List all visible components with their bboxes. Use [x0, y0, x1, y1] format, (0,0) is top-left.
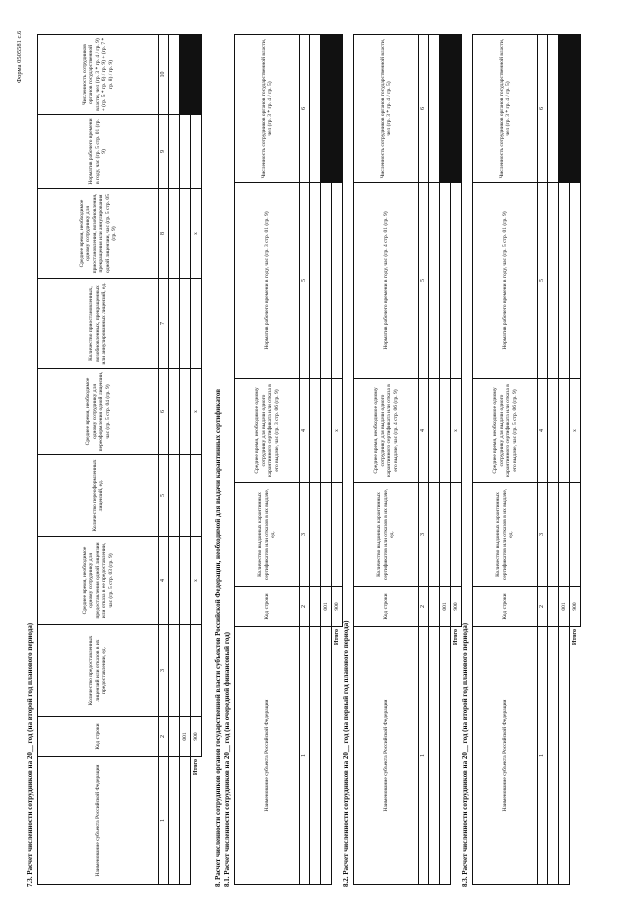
- table-cell[interactable]: [440, 379, 451, 483]
- column-number: 3: [419, 483, 429, 587]
- shaded-cell: [332, 35, 343, 183]
- table-cell[interactable]: [180, 625, 191, 717]
- table-cell[interactable]: [429, 587, 440, 627]
- total-label: Итого: [191, 757, 202, 885]
- table-7-3-header-row: [38, 35, 159, 885]
- table-cell[interactable]: [169, 35, 180, 115]
- header-cell: Количество выданных карантинных сертификатов или отказов в их выдаче, ед.: [235, 483, 300, 587]
- table-cell[interactable]: [169, 757, 180, 885]
- header-cell: Количество выданных карантинных сертификатов или отказов в их выдаче, ед.: [354, 483, 419, 587]
- header-cell: Норматив рабочего времени в году, час (гр. 5 стр. 01 (гр. 9): [38, 115, 159, 189]
- table-8-3-number-row: [538, 35, 548, 885]
- column-number: 3: [300, 483, 310, 587]
- column-number: 4: [538, 379, 548, 483]
- table-cell[interactable]: [310, 587, 321, 627]
- header-cell: Количество приостановленных, возобновленных, прекращенных или аннулированных лицензий, ед.: [38, 279, 159, 369]
- table-cell[interactable]: [440, 483, 451, 587]
- section-7-3-title: 7.3. Расчет численности сотрудников на 20__ год (на второй год планового периода): [26, 622, 34, 887]
- header-cell: Численность сотрудников органов государственной власти, чел (гр. 3 * гр. 4 / гр. 5): [354, 35, 419, 183]
- shaded-cell: [451, 35, 462, 183]
- total-label: Итого: [570, 627, 581, 885]
- table-cell[interactable]: [440, 627, 451, 885]
- column-number: 3: [159, 625, 169, 717]
- table-cell[interactable]: [169, 717, 180, 757]
- table-cell[interactable]: [429, 35, 440, 183]
- table-cell[interactable]: [169, 279, 180, 369]
- table-8-1-header-row: [235, 35, 300, 885]
- table-cell[interactable]: [548, 35, 559, 183]
- shaded-cell: [440, 35, 451, 183]
- column-number: 2: [419, 587, 429, 627]
- table-cell[interactable]: [180, 537, 191, 625]
- column-number: 4: [159, 537, 169, 625]
- row-code: 900: [451, 587, 462, 627]
- table-8-2: [353, 34, 462, 885]
- table-cell[interactable]: [548, 379, 559, 483]
- row-code: 900: [570, 587, 581, 627]
- header-cell: Количество переоформленных лицензий, ед.: [38, 455, 159, 537]
- header-cell: Численность сотрудников органов государственной власти, чел (гр. 3 * гр. 4 / гр. 5): [235, 35, 300, 183]
- na-mark: x: [191, 189, 202, 279]
- na-mark: x: [191, 537, 202, 625]
- column-number: 5: [300, 183, 310, 379]
- column-number: 8: [159, 189, 169, 279]
- table-row: [180, 35, 191, 885]
- table-cell[interactable]: [570, 483, 581, 587]
- table-cell[interactable]: [310, 483, 321, 587]
- table-cell[interactable]: [332, 483, 343, 587]
- column-number: 1: [419, 627, 429, 885]
- shaded-cell: [191, 35, 202, 115]
- table-cell[interactable]: [321, 627, 332, 885]
- table-row: [429, 35, 440, 885]
- table-cell[interactable]: [180, 757, 191, 885]
- table-cell[interactable]: [191, 455, 202, 537]
- table-8-2-header-row: [354, 35, 419, 885]
- table-cell[interactable]: [548, 587, 559, 627]
- column-number: 5: [538, 183, 548, 379]
- column-number: 1: [159, 757, 169, 885]
- table-cell[interactable]: [332, 183, 343, 379]
- rotated-form-page: [16, 16, 624, 889]
- table-cell[interactable]: [559, 627, 570, 885]
- table-row: [440, 35, 451, 885]
- table-cell[interactable]: [570, 183, 581, 379]
- header-cell: Численность сотрудников органов государственной власти, чел (гр. 3 * гр. 4 / гр. 9) + (гр. 5 * гр. 6) / гр. 9) + (гр. 7 * гр. 8) / гр. 9): [38, 35, 159, 115]
- section-8-2-title: 8.2. Расчет численности сотрудников на 20__ год (на первый год планового периода): [342, 620, 350, 887]
- table-row: [169, 35, 180, 885]
- row-code: 001: [180, 717, 191, 757]
- table-cell[interactable]: [559, 183, 570, 379]
- table-cell[interactable]: [548, 183, 559, 379]
- column-number: 3: [538, 483, 548, 587]
- total-row: [451, 35, 462, 885]
- table-cell[interactable]: [310, 183, 321, 379]
- header-cell: Среднее время, необходимое одному сотруднику для выдачи одного карантинного сертификата или отказа в его выдаче, час (гр. 4 стр. 06 (гр. 9): [354, 379, 419, 483]
- column-number: 1: [538, 627, 548, 885]
- table-cell[interactable]: [548, 627, 559, 885]
- table-cell[interactable]: [559, 483, 570, 587]
- table-cell[interactable]: [169, 537, 180, 625]
- header-cell: Наименование субъекта Российской Федерации: [354, 627, 419, 885]
- row-code: 001: [440, 587, 451, 627]
- column-number: 5: [159, 455, 169, 537]
- table-cell[interactable]: [169, 625, 180, 717]
- row-code: 900: [191, 717, 202, 757]
- header-cell: Наименование субъекта Российской Федерации: [473, 627, 538, 885]
- table-cell[interactable]: [321, 483, 332, 587]
- table-row: [321, 35, 332, 885]
- table-8-1-number-row: [300, 35, 310, 885]
- table-row: [310, 35, 321, 885]
- total-label: Итого: [332, 627, 343, 885]
- header-cell: Норматив рабочего времени в году, час (гр. 3 стр. 01 (гр. 9): [235, 183, 300, 379]
- na-mark: x: [191, 369, 202, 455]
- section-8-title: 8. Расчет численности сотрудников органов государственной власти субъектов Российской Федерации, необходимой для выдачи карантинных сертификатов: [214, 389, 222, 887]
- shaded-cell: [559, 35, 570, 183]
- table-cell[interactable]: [440, 183, 451, 379]
- shaded-cell: [570, 35, 581, 183]
- table-8-3-header-row: [473, 35, 538, 885]
- column-number: 6: [419, 35, 429, 183]
- column-number: 6: [159, 369, 169, 455]
- table-7-3-number-row: [159, 35, 169, 885]
- table-7-3: [37, 34, 202, 885]
- row-code: 001: [321, 587, 332, 627]
- shaded-cell: [180, 35, 191, 115]
- na-mark: x: [570, 379, 581, 483]
- table-8-3: [472, 34, 581, 885]
- table-cell[interactable]: [191, 625, 202, 717]
- table-row: [559, 35, 570, 885]
- table-cell[interactable]: [191, 279, 202, 369]
- table-8-1: [234, 34, 343, 885]
- table-cell[interactable]: [191, 115, 202, 189]
- table-8-2-number-row: [419, 35, 429, 885]
- section-8-1-title: 8.1. Расчет численности сотрудников на 20__ год (на очередной финансовый год): [223, 631, 231, 887]
- table-cell[interactable]: [180, 115, 191, 189]
- header-cell: Среднее время, необходимое одному сотруднику для выдачи одного карантинного сертификата или отказа в его выдаче, час (гр. 3 стр. 06 (гр. 9): [235, 379, 300, 483]
- table-cell[interactable]: [180, 369, 191, 455]
- column-number: 6: [538, 35, 548, 183]
- header-cell: Код строки: [473, 587, 538, 627]
- header-cell: Численность сотрудников органов государственной власти, чел (гр. 3 * гр. 4 / гр. 5): [473, 35, 538, 183]
- total-row: [570, 35, 581, 885]
- column-number: 1: [300, 627, 310, 885]
- table-cell[interactable]: [429, 627, 440, 885]
- table-cell[interactable]: [548, 483, 559, 587]
- table-cell[interactable]: [321, 183, 332, 379]
- table-cell[interactable]: [310, 627, 321, 885]
- table-cell[interactable]: [321, 379, 332, 483]
- table-cell[interactable]: [180, 455, 191, 537]
- total-row: [332, 35, 343, 885]
- table-cell[interactable]: [451, 483, 462, 587]
- column-number: 10: [159, 35, 169, 115]
- table-cell[interactable]: [559, 379, 570, 483]
- table-cell[interactable]: [310, 379, 321, 483]
- column-number: 7: [159, 279, 169, 369]
- header-cell: Количество выданных карантинных сертификатов или отказов в их выдаче, ед.: [473, 483, 538, 587]
- table-cell[interactable]: [169, 189, 180, 279]
- table-cell[interactable]: [169, 455, 180, 537]
- form-code: Форма 0505581 с.6: [16, 30, 23, 83]
- header-cell: Количество предоставленных лицензий или отказов в их предоставлении, ед.: [38, 625, 159, 717]
- total-label: Итого: [451, 627, 462, 885]
- shaded-cell: [321, 35, 332, 183]
- table-cell[interactable]: [429, 183, 440, 379]
- table-cell[interactable]: [429, 379, 440, 483]
- header-cell: Норматив рабочего времени в году, час (гр. 4 стр. 01 (гр. 9): [354, 183, 419, 379]
- na-mark: x: [332, 379, 343, 483]
- header-cell: Наименование субъекта Российской Федерации: [38, 757, 159, 885]
- column-number: 2: [538, 587, 548, 627]
- table-cell[interactable]: [429, 483, 440, 587]
- header-cell: Код строки: [38, 717, 159, 757]
- table-cell[interactable]: [169, 369, 180, 455]
- column-number: 5: [419, 183, 429, 379]
- na-mark: x: [451, 379, 462, 483]
- column-number: 9: [159, 115, 169, 189]
- header-cell: Норматив рабочего времени в году, час (гр. 5 стр. 01 (гр. 9): [473, 183, 538, 379]
- column-number: 4: [419, 379, 429, 483]
- header-cell: Код строки: [354, 587, 419, 627]
- row-code: 900: [332, 587, 343, 627]
- table-cell[interactable]: [180, 279, 191, 369]
- column-number: 2: [159, 717, 169, 757]
- header-cell: Код строки: [235, 587, 300, 627]
- row-code: 001: [559, 587, 570, 627]
- section-8-3-title: 8.3. Расчет численности сотрудников на 20__ год (на второй год планового периода): [461, 622, 469, 887]
- table-cell[interactable]: [180, 189, 191, 279]
- header-cell: Среднее время, необходимое одному сотруднику для приостановления, возобновления, прекращения или аннулирования одной лицензии, час (гр. 5 стр. 05 (гр. 9): [38, 189, 159, 279]
- header-cell: Среднее время, необходимое одному сотруднику для предоставления одной лицензии или отказа в ее предоставлении, час (гр. 5 стр. 03 (гр. 9): [38, 537, 159, 625]
- header-cell: Среднее время, необходимое одному сотруднику для выдачи одного карантинного сертификата или отказа в его выдаче, час (гр. 5 стр. 06 (гр. 9): [473, 379, 538, 483]
- header-cell: Наименование субъекта Российской Федерации: [235, 627, 300, 885]
- table-cell[interactable]: [169, 115, 180, 189]
- column-number: 6: [300, 35, 310, 183]
- table-cell[interactable]: [310, 35, 321, 183]
- table-row: [548, 35, 559, 885]
- column-number: 2: [300, 587, 310, 627]
- header-cell: Среднее время, необходимое одному сотруднику для переоформления одной лицензии, час (гр. 5 стр. 04 (гр. 9): [38, 369, 159, 455]
- table-cell[interactable]: [451, 183, 462, 379]
- column-number: 4: [300, 379, 310, 483]
- total-row: [191, 35, 202, 885]
